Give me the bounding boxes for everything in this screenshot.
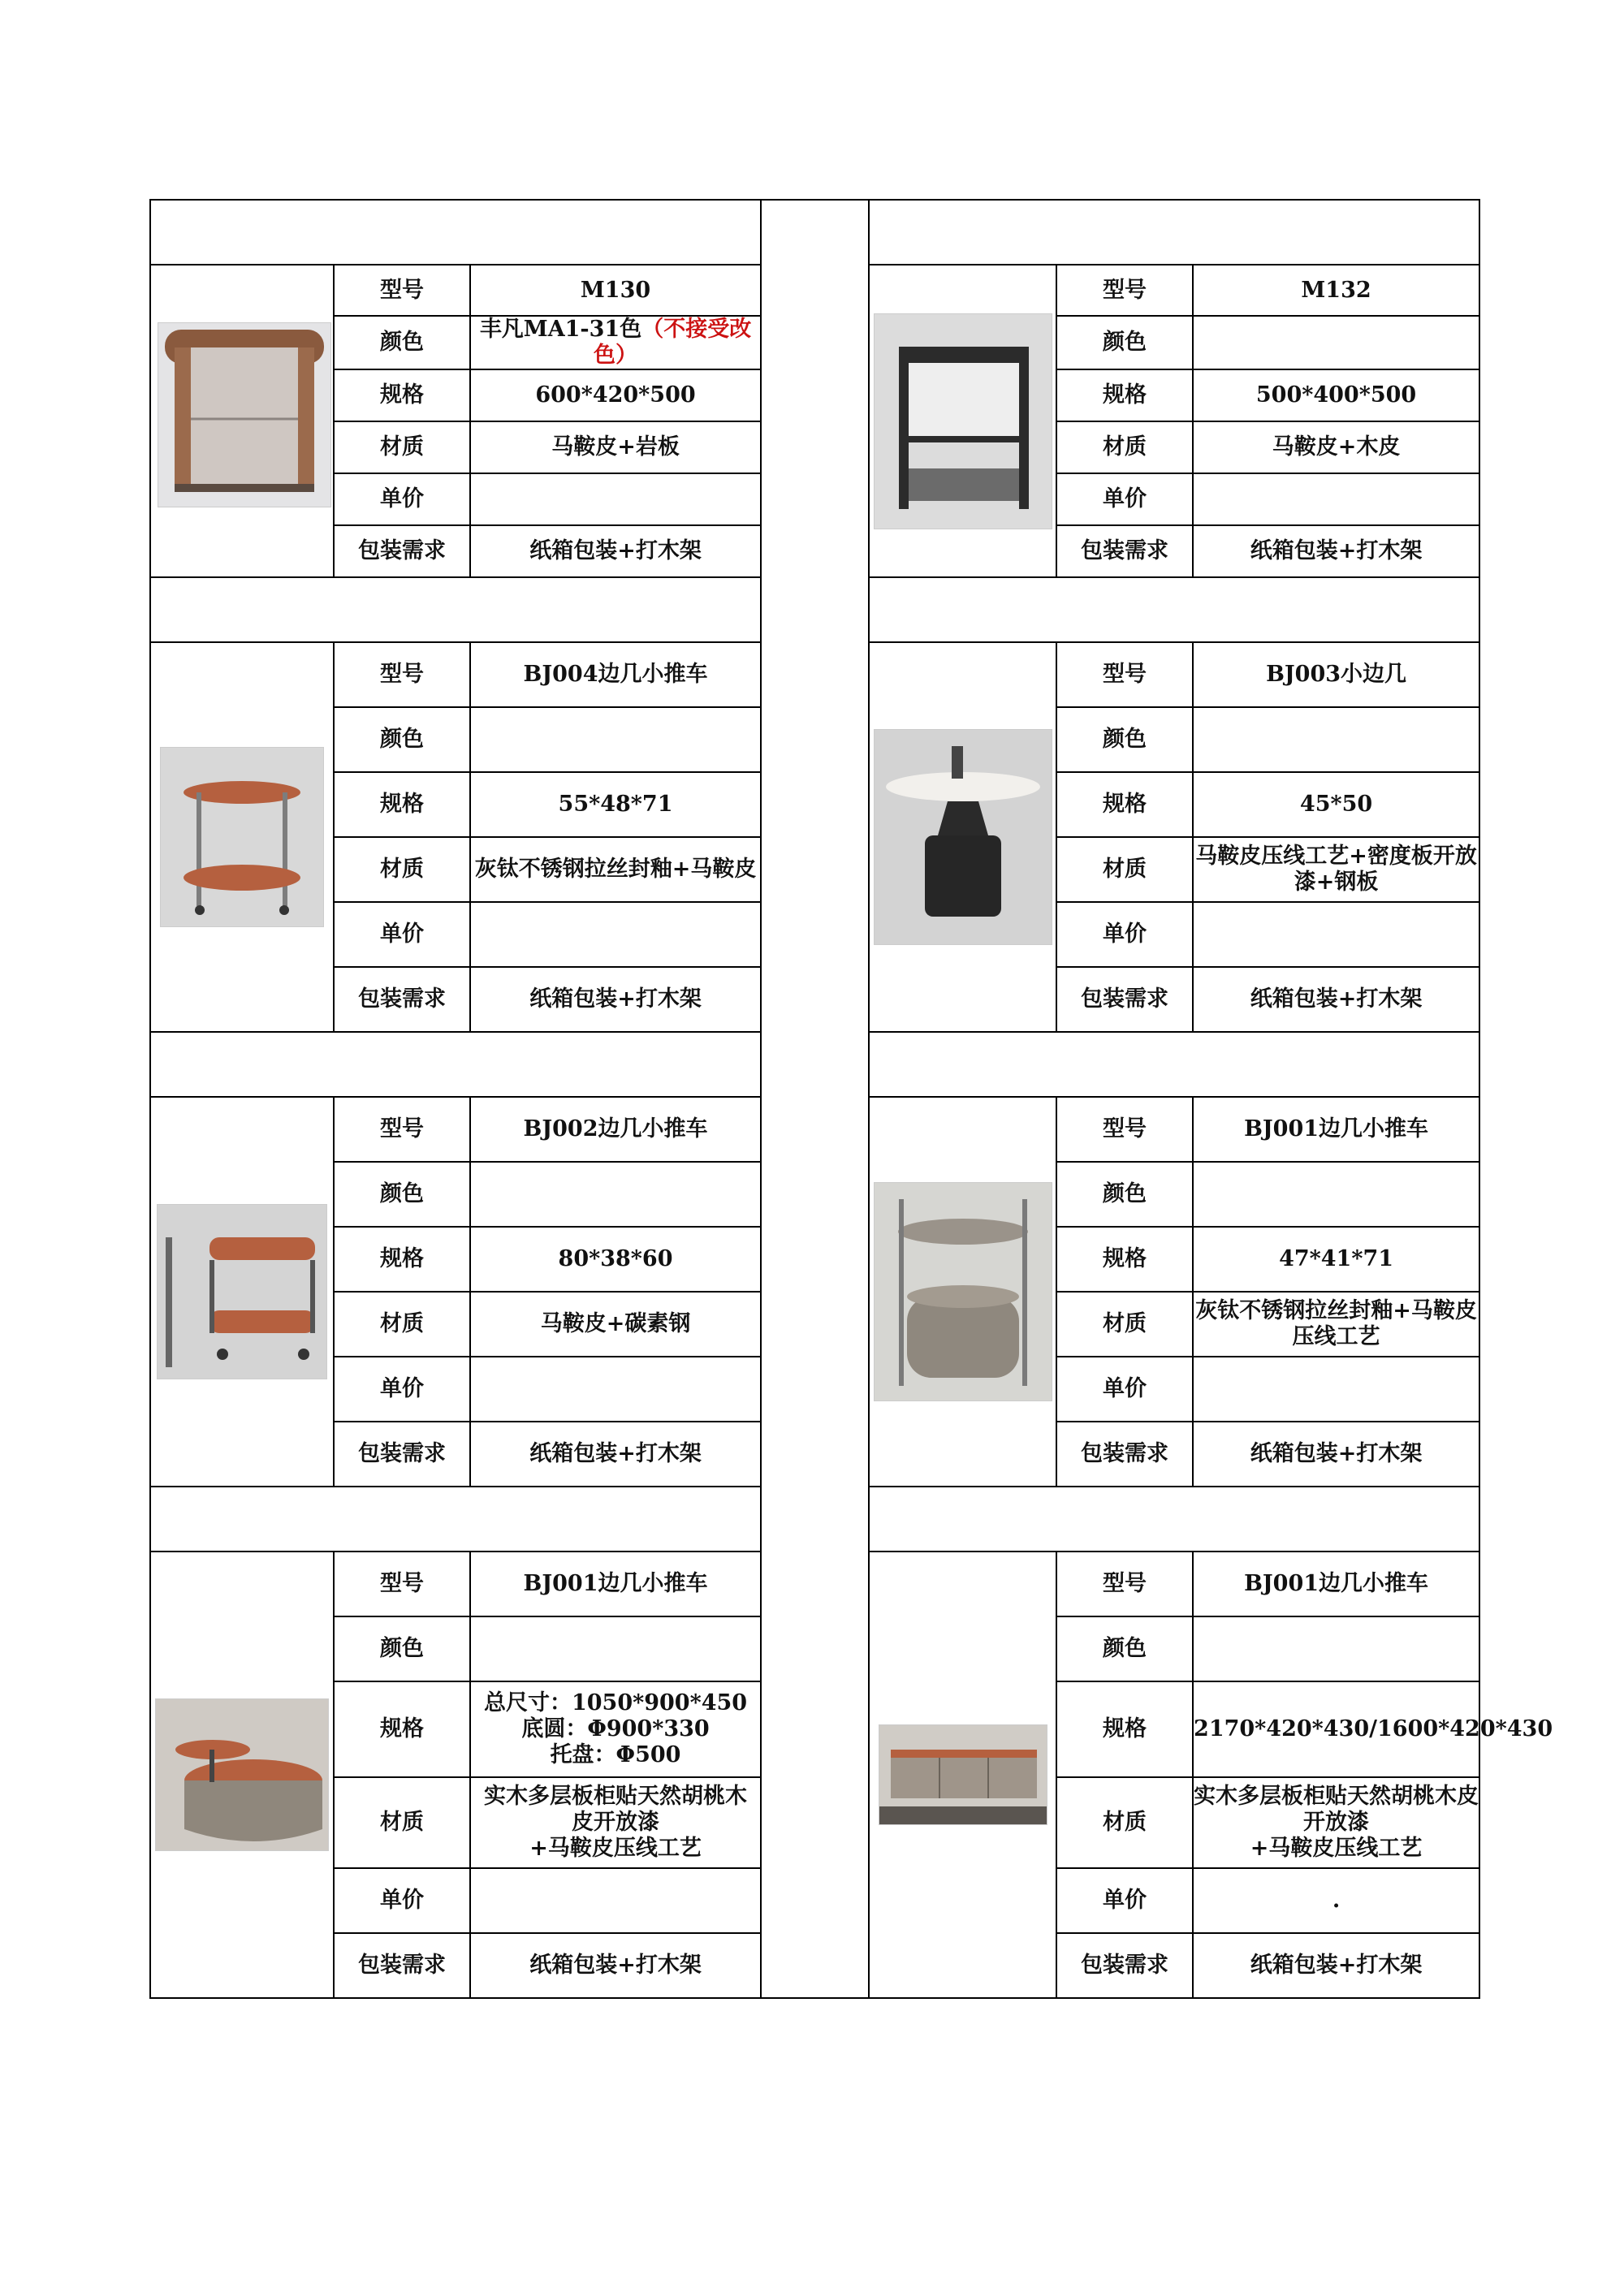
value-color: [470, 1162, 761, 1227]
product-image-cell: [150, 1552, 334, 1998]
label-color: 颜色: [1056, 707, 1193, 772]
label-color: 颜色: [334, 316, 470, 369]
label-spec: 规格: [334, 1227, 470, 1292]
value-material: 马鞍皮+岩板: [470, 421, 761, 473]
spec-line: 总尺寸：1050*900*450: [483, 1690, 748, 1716]
material-line: 实木多层板柜贴天然胡桃木皮: [1194, 1784, 1479, 1809]
label-model: 型号: [334, 265, 470, 316]
label-spec: 规格: [334, 369, 470, 421]
value-packaging: 纸箱包装+打木架: [1193, 1422, 1479, 1487]
value-spec: 600*420*500: [470, 369, 761, 421]
material-line: +马鞍皮压线工艺: [529, 1836, 702, 1861]
divider-column: [761, 200, 869, 1998]
label-material: 材质: [334, 1777, 470, 1868]
label-color: 颜色: [334, 1162, 470, 1227]
label-material: 材质: [1056, 421, 1193, 473]
value-material: 灰钛不锈钢拉丝封釉+马鞍皮压线工艺: [1193, 1292, 1479, 1357]
label-material: 材质: [1056, 1777, 1193, 1868]
label-spec: 规格: [1056, 369, 1193, 421]
value-material: [470, 1777, 761, 1868]
label-price: 单价: [334, 1868, 470, 1933]
material-line: 开放漆: [1303, 1810, 1370, 1835]
value-price: [470, 473, 761, 525]
value-packaging: 纸箱包装+打木架: [470, 525, 761, 577]
value-material: 马鞍皮+木皮: [1193, 421, 1479, 473]
tv-cabinet-photo: [879, 1724, 1047, 1825]
spec-line: 托盘：Φ500: [550, 1742, 681, 1767]
material-line: +马鞍皮压线工艺: [1250, 1836, 1423, 1861]
value-price: [1193, 1357, 1479, 1422]
product-image-cell: [150, 265, 334, 577]
material-line: 皮开放漆: [572, 1810, 660, 1835]
label-price: 单价: [1056, 1357, 1193, 1422]
product-image-cell: [150, 642, 334, 1032]
section-header-left: [150, 200, 761, 265]
label-packaging: 包装需求: [1056, 525, 1193, 577]
label-model: 型号: [1056, 1552, 1193, 1616]
coffee-table-photo: [155, 1698, 329, 1851]
value-price: [470, 1357, 761, 1422]
section-header-left: [150, 577, 761, 642]
value-model: BJ003小边几: [1193, 642, 1479, 707]
section-header-right: [869, 1032, 1479, 1097]
value-model: BJ002边几小推车: [470, 1097, 761, 1162]
value-model: M130: [470, 265, 761, 316]
value-model: BJ001边几小推车: [1193, 1097, 1479, 1162]
label-material: 材质: [334, 1292, 470, 1357]
value-price: [1193, 902, 1479, 967]
label-price: 单价: [334, 473, 470, 525]
value-material: 灰钛不锈钢拉丝封釉+马鞍皮: [470, 837, 761, 902]
section-header-left: [150, 1032, 761, 1097]
value-color: [1193, 1616, 1479, 1681]
product-image-cell: [150, 1097, 334, 1487]
label-price: 单价: [1056, 902, 1193, 967]
value-packaging: 纸箱包装+打木架: [470, 1933, 761, 1998]
section-header-right: [869, 577, 1479, 642]
value-spec: [470, 1681, 761, 1777]
value-color: [1193, 316, 1479, 369]
label-model: 型号: [1056, 642, 1193, 707]
value-spec: 80*38*60: [470, 1227, 761, 1292]
label-color: 颜色: [334, 1616, 470, 1681]
label-color: 颜色: [1056, 1616, 1193, 1681]
value-color: [470, 707, 761, 772]
side-trolley-photo-3: [874, 1182, 1052, 1401]
label-color: 颜色: [334, 707, 470, 772]
label-material: 材质: [334, 837, 470, 902]
material-line: 实木多层板柜贴天然胡桃木: [484, 1784, 748, 1809]
label-price: 单价: [334, 1357, 470, 1422]
label-spec: 规格: [1056, 1227, 1193, 1292]
value-spec: 500*400*500: [1193, 369, 1479, 421]
value-spec: 2170*420*430/1600*420*430: [1193, 1681, 1479, 1777]
label-model: 型号: [334, 1552, 470, 1616]
value-spec: 55*48*71: [470, 772, 761, 837]
side-trolley-photo-2: [157, 1204, 327, 1379]
product-image-cell: [869, 265, 1056, 577]
label-packaging: 包装需求: [1056, 1422, 1193, 1487]
label-spec: 规格: [334, 1681, 470, 1777]
label-packaging: 包装需求: [334, 525, 470, 577]
label-model: 型号: [334, 642, 470, 707]
product-table: [149, 199, 1553, 1999]
label-price: 单价: [334, 902, 470, 967]
value-color: [470, 316, 761, 369]
value-color: [1193, 1162, 1479, 1227]
section-header-left: [150, 1487, 761, 1552]
value-packaging: 纸箱包装+打木架: [1193, 967, 1479, 1032]
value-price: [470, 1868, 761, 1933]
label-spec: 规格: [1056, 1681, 1193, 1777]
value-packaging: 纸箱包装+打木架: [1193, 525, 1479, 577]
label-spec: 规格: [1056, 772, 1193, 837]
product-image-cell: [869, 1097, 1056, 1487]
product-image-cell: [869, 1552, 1056, 1998]
label-spec: 规格: [334, 772, 470, 837]
small-side-table-photo: [874, 729, 1052, 945]
label-price: 单价: [1056, 473, 1193, 525]
label-packaging: 包装需求: [1056, 1933, 1193, 1998]
value-packaging: 纸箱包装+打木架: [1193, 1933, 1479, 1998]
value-packaging: 纸箱包装+打木架: [470, 967, 761, 1032]
section-header-right: [869, 200, 1479, 265]
value-material: 马鞍皮+碳素钢: [470, 1292, 761, 1357]
value-color: [470, 1616, 761, 1681]
label-model: 型号: [334, 1097, 470, 1162]
value-color: [1193, 707, 1479, 772]
label-material: 材质: [334, 421, 470, 473]
value-price: [1193, 473, 1479, 525]
label-color: 颜色: [1056, 316, 1193, 369]
bedside-table-photo: [874, 313, 1052, 529]
value-price: .: [1193, 1868, 1479, 1933]
side-trolley-photo: [160, 747, 324, 927]
product-image-cell: [869, 642, 1056, 1032]
value-model: BJ004边几小推车: [470, 642, 761, 707]
label-material: 材质: [1056, 1292, 1193, 1357]
value-spec: 45*50: [1193, 772, 1479, 837]
value-spec: 47*41*71: [1193, 1227, 1479, 1292]
value-model: BJ001边几小推车: [470, 1552, 761, 1616]
bedside-cabinet-photo: [158, 322, 331, 507]
color-text: 丰凡MA1-31色: [479, 317, 642, 342]
spec-line: 底圆：Φ900*330: [521, 1716, 710, 1741]
label-packaging: 包装需求: [334, 967, 470, 1032]
label-price: 单价: [1056, 1868, 1193, 1933]
value-material: [1193, 1777, 1479, 1868]
value-packaging: 纸箱包装+打木架: [470, 1422, 761, 1487]
color-note: （不接受改色）: [594, 317, 752, 368]
label-material: 材质: [1056, 837, 1193, 902]
value-model: M132: [1193, 265, 1479, 316]
value-material: 马鞍皮压线工艺+密度板开放漆+钢板: [1193, 837, 1479, 902]
section-header-right: [869, 1487, 1479, 1552]
label-packaging: 包装需求: [334, 1933, 470, 1998]
label-packaging: 包装需求: [334, 1422, 470, 1487]
label-model: 型号: [1056, 265, 1193, 316]
value-model: BJ001边几小推车: [1193, 1552, 1479, 1616]
label-model: 型号: [1056, 1097, 1193, 1162]
label-color: 颜色: [1056, 1162, 1193, 1227]
label-packaging: 包装需求: [1056, 967, 1193, 1032]
value-price: [470, 902, 761, 967]
